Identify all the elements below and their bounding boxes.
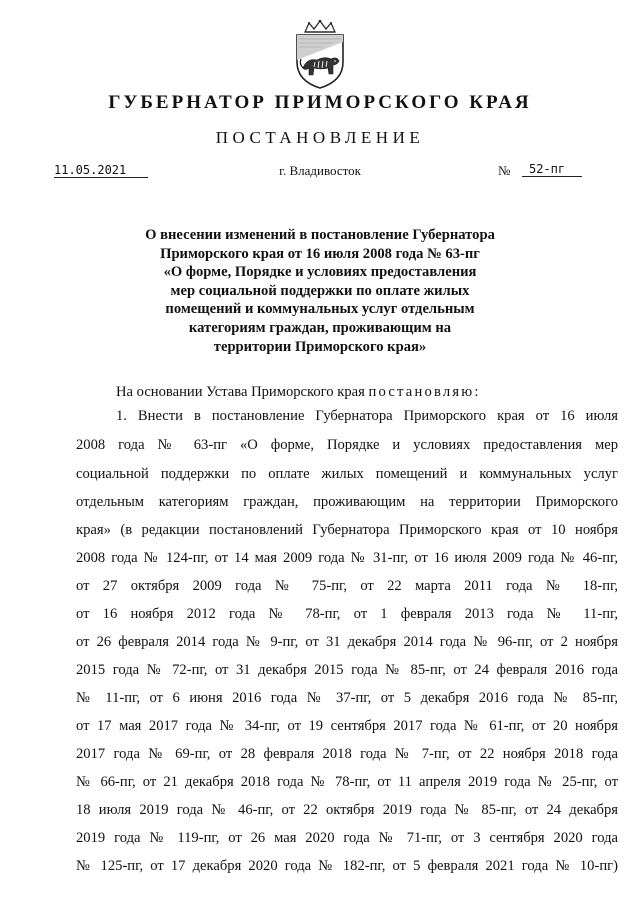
number-field (522, 161, 582, 177)
subject-line: категориям граждан, проживающим на (188, 319, 452, 336)
org-title: ГУБЕРНАТОР ПРИМОРСКОГО КРАЯ (108, 92, 532, 113)
body-line: 18 июля 2019 года № 46-пг, от 22 октября 2019 года № 85-пг, от 24 декабря (76, 802, 618, 818)
body-line: отдельным категориям граждан, проживающим на территории Приморского (76, 494, 618, 510)
document-subject (100, 226, 540, 356)
document-type: ПОСТАНОВЛЕНИЕ (215, 128, 425, 147)
document-number: 52-пг (529, 162, 566, 176)
document-meta-row (0, 160, 640, 184)
body-line: 2019 года № 119-пг, от 26 мая 2020 года № 71-пг, от 3 сентября 2020 года (76, 830, 618, 846)
document-city: г. Владивосток (279, 163, 361, 178)
subject-line: Приморского края от 16 июля 2008 года № 63-пг (160, 245, 480, 262)
subject-line: мер социальной поддержки по оплате жилых (170, 282, 470, 299)
body-line: 2008 года № 63-пг «О форме, Порядке и условиях предоставления мер (76, 437, 618, 453)
preamble-line (116, 384, 618, 406)
body-line: края» (в редакции постановлений Губернатора Приморского края от 10 ноября (76, 522, 618, 538)
body-line: 1. Внести в постановление Губернатора Приморского края от 16 июля (116, 408, 618, 424)
body-line: социальной поддержки по оплате жилых помещений и коммунальных услуг (76, 466, 618, 482)
body-line: от 26 февраля 2014 года № 9-пг, от 31 декабря 2014 года № 96-пг, от 2 ноября (76, 634, 618, 650)
subject-line: помещений и коммунальных услуг отдельным (165, 301, 475, 318)
body-line: № 66-пг, от 21 декабря 2018 года № 78-пг, от 11 апреля 2019 года № 25-пг, от (76, 774, 618, 790)
body-line: № 125-пг, от 17 декабря 2020 года № 182-пг, от 5 февраля 2021 года № 10-пг) (76, 858, 618, 874)
document-date: 11.05.2021 (54, 163, 127, 177)
body-line: от 17 мая 2017 года № 34-пг, от 19 сентября 2017 года № 61-пг, от 20 ноября (76, 718, 618, 734)
number-label: № (498, 163, 511, 178)
subject-line: территории Приморского края» (213, 338, 427, 355)
subject-line: «О форме, Порядке и условиях предоставления (163, 264, 477, 281)
body-line: 2008 года № 124-пг, от 14 мая 2009 года № 31-пг, от 16 июля 2009 года № 46-пг, (76, 550, 618, 566)
primorye-coat-of-arms-icon (287, 18, 353, 90)
preamble-verb: постановляю: (368, 384, 481, 400)
body-line: от 16 ноября 2012 года № 78-пг, от 1 февраля 2013 года № 11-пг, (76, 606, 618, 622)
body-line: 2017 года № 69-пг, от 28 февраля 2018 года № 7-пг, от 22 ноября 2018 года (76, 746, 618, 762)
body-line: № 11-пг, от 6 июня 2016 года № 37-пг, от 5 декабря 2016 года № 85-пг, (76, 690, 618, 706)
preamble-text: На основании Устава Приморского края (116, 384, 365, 400)
subject-line: О внесении изменений в постановление Губернатора (145, 227, 495, 243)
body-line: от 27 октября 2009 года № 75-пг, от 22 марта 2011 года № 18-пг, (76, 578, 618, 594)
body-line: 2015 года № 72-пг, от 31 декабря 2015 года № 85-пг, от 24 февраля 2016 года (76, 662, 618, 678)
